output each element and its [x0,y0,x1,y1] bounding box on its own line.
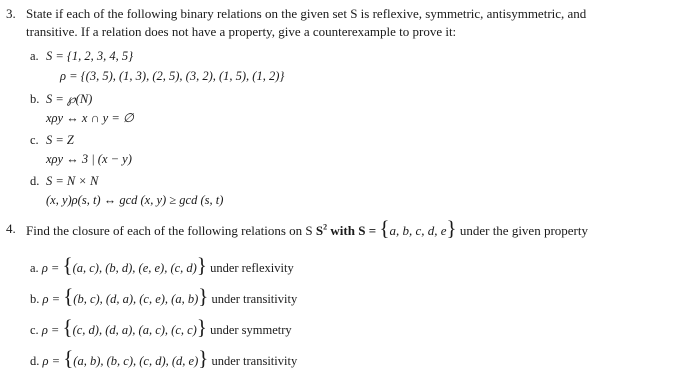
q4a-left-brace: { [62,253,73,277]
q4a-property: under reflexivity [210,261,294,275]
q4c-row [30,317,292,338]
q4a-prefix: ρ = [41,261,60,275]
q4a-row [30,255,294,276]
q3d-set: S = N × N [46,174,99,188]
q4b-prefix: ρ = [42,292,61,306]
q4-text-after: under the given property [459,223,588,238]
q3d-label: d. [30,174,40,188]
q4a-label: a. [30,261,39,275]
q3b-set: S = ℘(N) [46,92,93,106]
q4-left-brace: { [379,216,390,240]
q4d-row [30,348,297,369]
q4-right-brace: } [446,216,457,240]
q4d-pairs: (a, b), (b, c), (c, d), (d, e) [73,354,199,368]
q4d-right-brace: } [198,346,209,370]
q4-intro [26,218,588,239]
q3c-relation: xρy ↔ 3 | (x − y) [46,152,132,166]
q4b-property: under transitivity [211,292,298,306]
q4c-prefix: ρ = [41,323,60,337]
q4c-property: under symmetry [210,323,292,337]
q4d-label: d. [30,354,40,368]
q4-text-before: Find the closure of each of the following relations on S [26,223,313,238]
q4c-pairs: (c, d), (d, a), (a, c), (c, c) [72,323,197,337]
q4c-right-brace: } [196,315,207,339]
q4a-right-brace: } [196,253,207,277]
q4-number: 4. [6,221,16,236]
q4-superscript: 2 [323,222,328,232]
q4b-label: b. [30,292,40,306]
q4b-right-brace: } [198,284,209,308]
q3a-set: S = {1, 2, 3, 4, 5} [46,49,134,63]
q4d-prefix: ρ = [42,354,61,368]
q3-number: 3. [6,6,16,21]
q4b-pairs: (b, c), (d, a), (c, e), (a, b) [73,292,199,306]
q4d-left-brace: { [63,346,74,370]
q4c-label: c. [30,323,39,337]
q3-intro-line-2: transitive. If a relation does not have a property, give a counterexample to prove it: [26,24,457,39]
q3c-label: c. [30,133,39,147]
q4-text-with: with S = [330,223,377,238]
q4-s-squared: $S^2$ [315,222,328,238]
q3b-relation: xρy ↔ x ∩ y = ∅ [46,111,134,125]
q3a-relation: ρ = {(3, 5), (1, 3), (2, 5), (3, 2), (1, 5), (1, 2)} [60,69,285,83]
q3d-relation: (x, y)ρ(s, t) ↔ gcd (x, y) ≥ gcd (s, t) [46,193,224,207]
q3a-label: a. [30,49,39,63]
q4b-row [30,286,297,307]
q3-intro-line-1: State if each of the following binary relations on the given set S is reflexive, symmetric, antisymmetric, and [26,6,587,21]
q4d-property: under transitivity [211,354,298,368]
q3c-set: S = Z [46,133,74,147]
q4c-left-brace: { [62,315,73,339]
q4-set-inner: a, b, c, d, e [389,223,447,238]
q3b-label: b. [30,92,40,106]
q4a-pairs: (a, c), (b, d), (e, e), (c, d) [72,261,197,275]
q4b-left-brace: { [63,284,74,308]
